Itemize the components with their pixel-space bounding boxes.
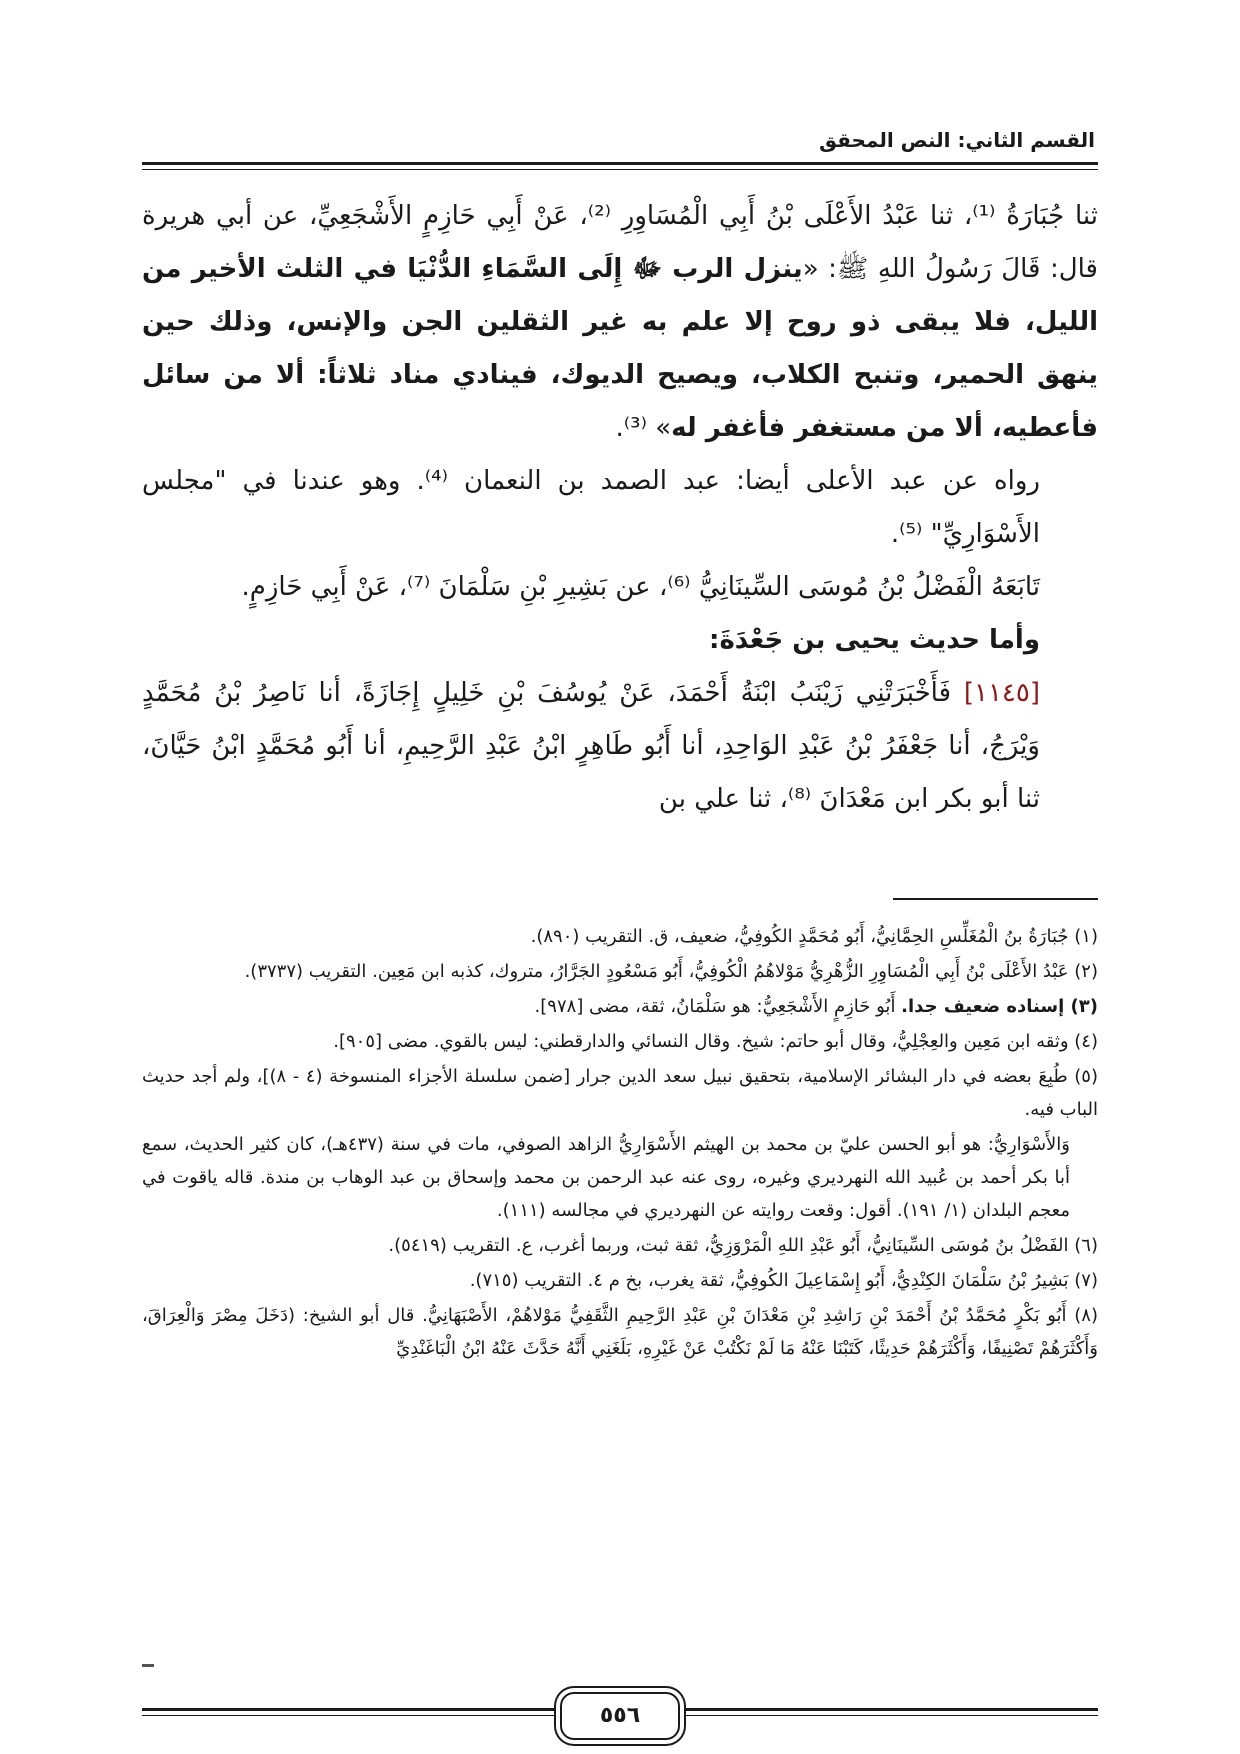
footnote-2: (٢) عَبْدُ الأَعْلَى بْنُ أَبِي الْمُسَاوِرِ الزُّهْرِيُّ مَوْلاهُمُ الْكُوفِيُّ، أَبُو مَسْعُودٍ الجَرَّارُ، متروك، كذبه ابن مَعِين. التقريب (٣٧٣٧). — [244, 961, 1098, 982]
hadith-end: » ⁽³⁾. — [615, 413, 672, 443]
paragraph-hadith — [142, 190, 1098, 455]
header-rule-thin — [142, 169, 1098, 170]
continuation-mark — [142, 1664, 154, 1667]
section-heading: وأما حديث يحيى بن جَعْدَةَ: — [709, 625, 1040, 655]
footnotes — [142, 920, 1098, 1367]
hadith-number: [١١٤٥] — [963, 678, 1040, 708]
running-title: القسم الثاني: النص المحقق — [819, 128, 1095, 152]
footnote-separator — [893, 898, 1098, 900]
footnote-7: (٧) بَشِيرُ بْنُ سَلْمَانَ الكِنْدِيُّ، أَبُو إِسْمَاعِيلَ الكُوفِيُّ، ثقة يغرب، بخ م ٤. التقريب (٧١٥). — [469, 1270, 1098, 1291]
footnote-5-continued: وَالأَسْوَارِيُّ: هو أبو الحسن عليّ بن محمد بن الهيثم الأَسْوَارِيُّ الزاهد الصوفي، مات في سنة (٤٣٧هـ)، كان كثير الحديث، سمع أبا بكر أحمد بن عُبيد الله النهرديري وغيره، روى عنه عبد الرحمن بن محمد وإسحاق بن عبد الوهاب بن مندة. قاله ياقوت في معجم البلدان (١/ ١٩١). أقول: وقعت روايته عن النهرديري في مجالسه (١١١). — [142, 1134, 1070, 1221]
paragraph-hadith-1145 — [142, 667, 1098, 826]
main-text — [142, 190, 1098, 826]
paragraph-riwayah: رواه عن عبد الأعلى أيضا: عبد الصمد بن النعمان ⁽⁴⁾. وهو عندنا في "مجلس الأَسْوَارِيِّ" ⁽⁵⁾. — [142, 466, 1040, 549]
footnote-5: (٥) طُبِعَ بعضه في دار البشائر الإسلامية، بتحقيق نبيل سعد الدين جرار [ضمن سلسلة الأجزاء المنسوخة (٤ - ٨)]، ولم أجد حديث الباب فيه. — [142, 1066, 1098, 1120]
page-number: ٥٥٦ — [560, 1692, 680, 1740]
footnote-3 — [142, 990, 1098, 1023]
footnote-3-text: أَبُو حَازِمٍ الأَشْجَعِيُّ: هو سَلْمَانُ، ثقة، مضى [٩٧٨]. — [534, 996, 902, 1017]
footnote-4: (٤) وثقه ابن مَعِين والعِجْلِيُّ، وقال أبو حاتم: شيخ. وقال النسائي والدارقطني: ليس بالقوي. مضى [٩٠٥]. — [333, 1031, 1098, 1052]
footnote-3-verdict: (٣) إسناده ضعيف جدا. — [901, 996, 1098, 1017]
footnote-8: (٨) أَبُو بَكْرٍ مُحَمَّدُ بْنُ أَحْمَدَ بْنِ رَاشِدِ بْنِ مَعْدَانَ بْنِ عَبْدِ الرَّحِيمِ الثَّقَفِيُّ مَوْلاهُمْ، الأَصْبَهَانِيُّ. قال أبو الشيخ: (دَخَلَ مِصْرَ وَالْعِرَاقَ، وَأَكْثَرَهُمْ تَصْنِيفًا، وَأَكْثَرَهُمْ حَدِيثًا، كَتَبْنَا عَنْهُ مَا لَمْ نَكْتُبْ عَنْ غَيْرِهِ، بَلَغَنِي أَنَّهُ حَدَّثَ عَنْهُ ابْنُ الْبَاغَنْدِيِّ — [142, 1305, 1098, 1359]
hadith-text: ينزل الرب ﷻ إِلَى السَّمَاءِ الدُّنْيَا في الثلث الأخير من الليل، فلا يبقى ذو روح إلا علم به غير الثقلين الجن والإنس، وذلك حين ينهق الحمير، وتنبح الكلاب، ويصيح الديوك، فينادي مناد ثلاثاً: ألا من سائل فأعطيه، ألا من مستغفر فأغفر له — [142, 254, 1098, 443]
isnad-text: ثنا جُبَارَةُ ⁽¹⁾، ثنا عَبْدُ الأَعْلَى بْنُ أَبِي الْمُسَاوِرِ ⁽²⁾، عَنْ أَبِي حَازِمٍ الأَشْجَعِيِّ، عن أبي هريرة قال: قَالَ رَسُولُ اللهِ ﷺ: « — [142, 201, 1098, 284]
footnote-6: (٦) الفَضْلُ بنُ مُوسَى السِّينَانِيُّ، أَبُو عَبْدِ اللهِ الْمَرْوَزِيُّ، ثقة ثبت، وربما أغرب، ع. التقريب (٥٤١٩). — [388, 1235, 1098, 1256]
paragraph-mutabaah: تَابَعَهُ الْفَضْلُ بْنُ مُوسَى السِّينَانِيُّ ⁽⁶⁾، عن بَشِيرِ بْنِ سَلْمَانَ ⁽⁷⁾، عَنْ أَبِي حَازِمٍ. — [241, 572, 1040, 602]
footnote-1: (١) جُبَارَةُ بنُ الْمُغَلِّسِ الحِمَّانِيُّ، أَبُو مُحَمَّدٍ الكُوفِيُّ، ضعيف، ق. التقريب (٨٩٠). — [530, 926, 1098, 947]
hadith-isnad: فَأَخْبَرَتْنِي زَيْنَبُ ابْنَةُ أَحْمَدَ، عَنْ يُوسُفَ بْنِ خَلِيلٍ إِجَازَةً، أنا نَاصِرُ بْنُ مُحَمَّدٍ وَيْرَجُ، أنا جَعْفَرُ بْنُ عَبْدِ الوَاحِدِ، أنا أَبُو طَاهِرٍ ابْنُ عَبْدِ الرَّحِيمِ، أنا أَبُو مُحَمَّدٍ ابْنُ حَيَّانَ، ثنا أبو بكر ابن مَعْدَانَ ⁽⁸⁾، ثنا علي بن — [142, 678, 1040, 814]
header-rule — [142, 162, 1098, 165]
